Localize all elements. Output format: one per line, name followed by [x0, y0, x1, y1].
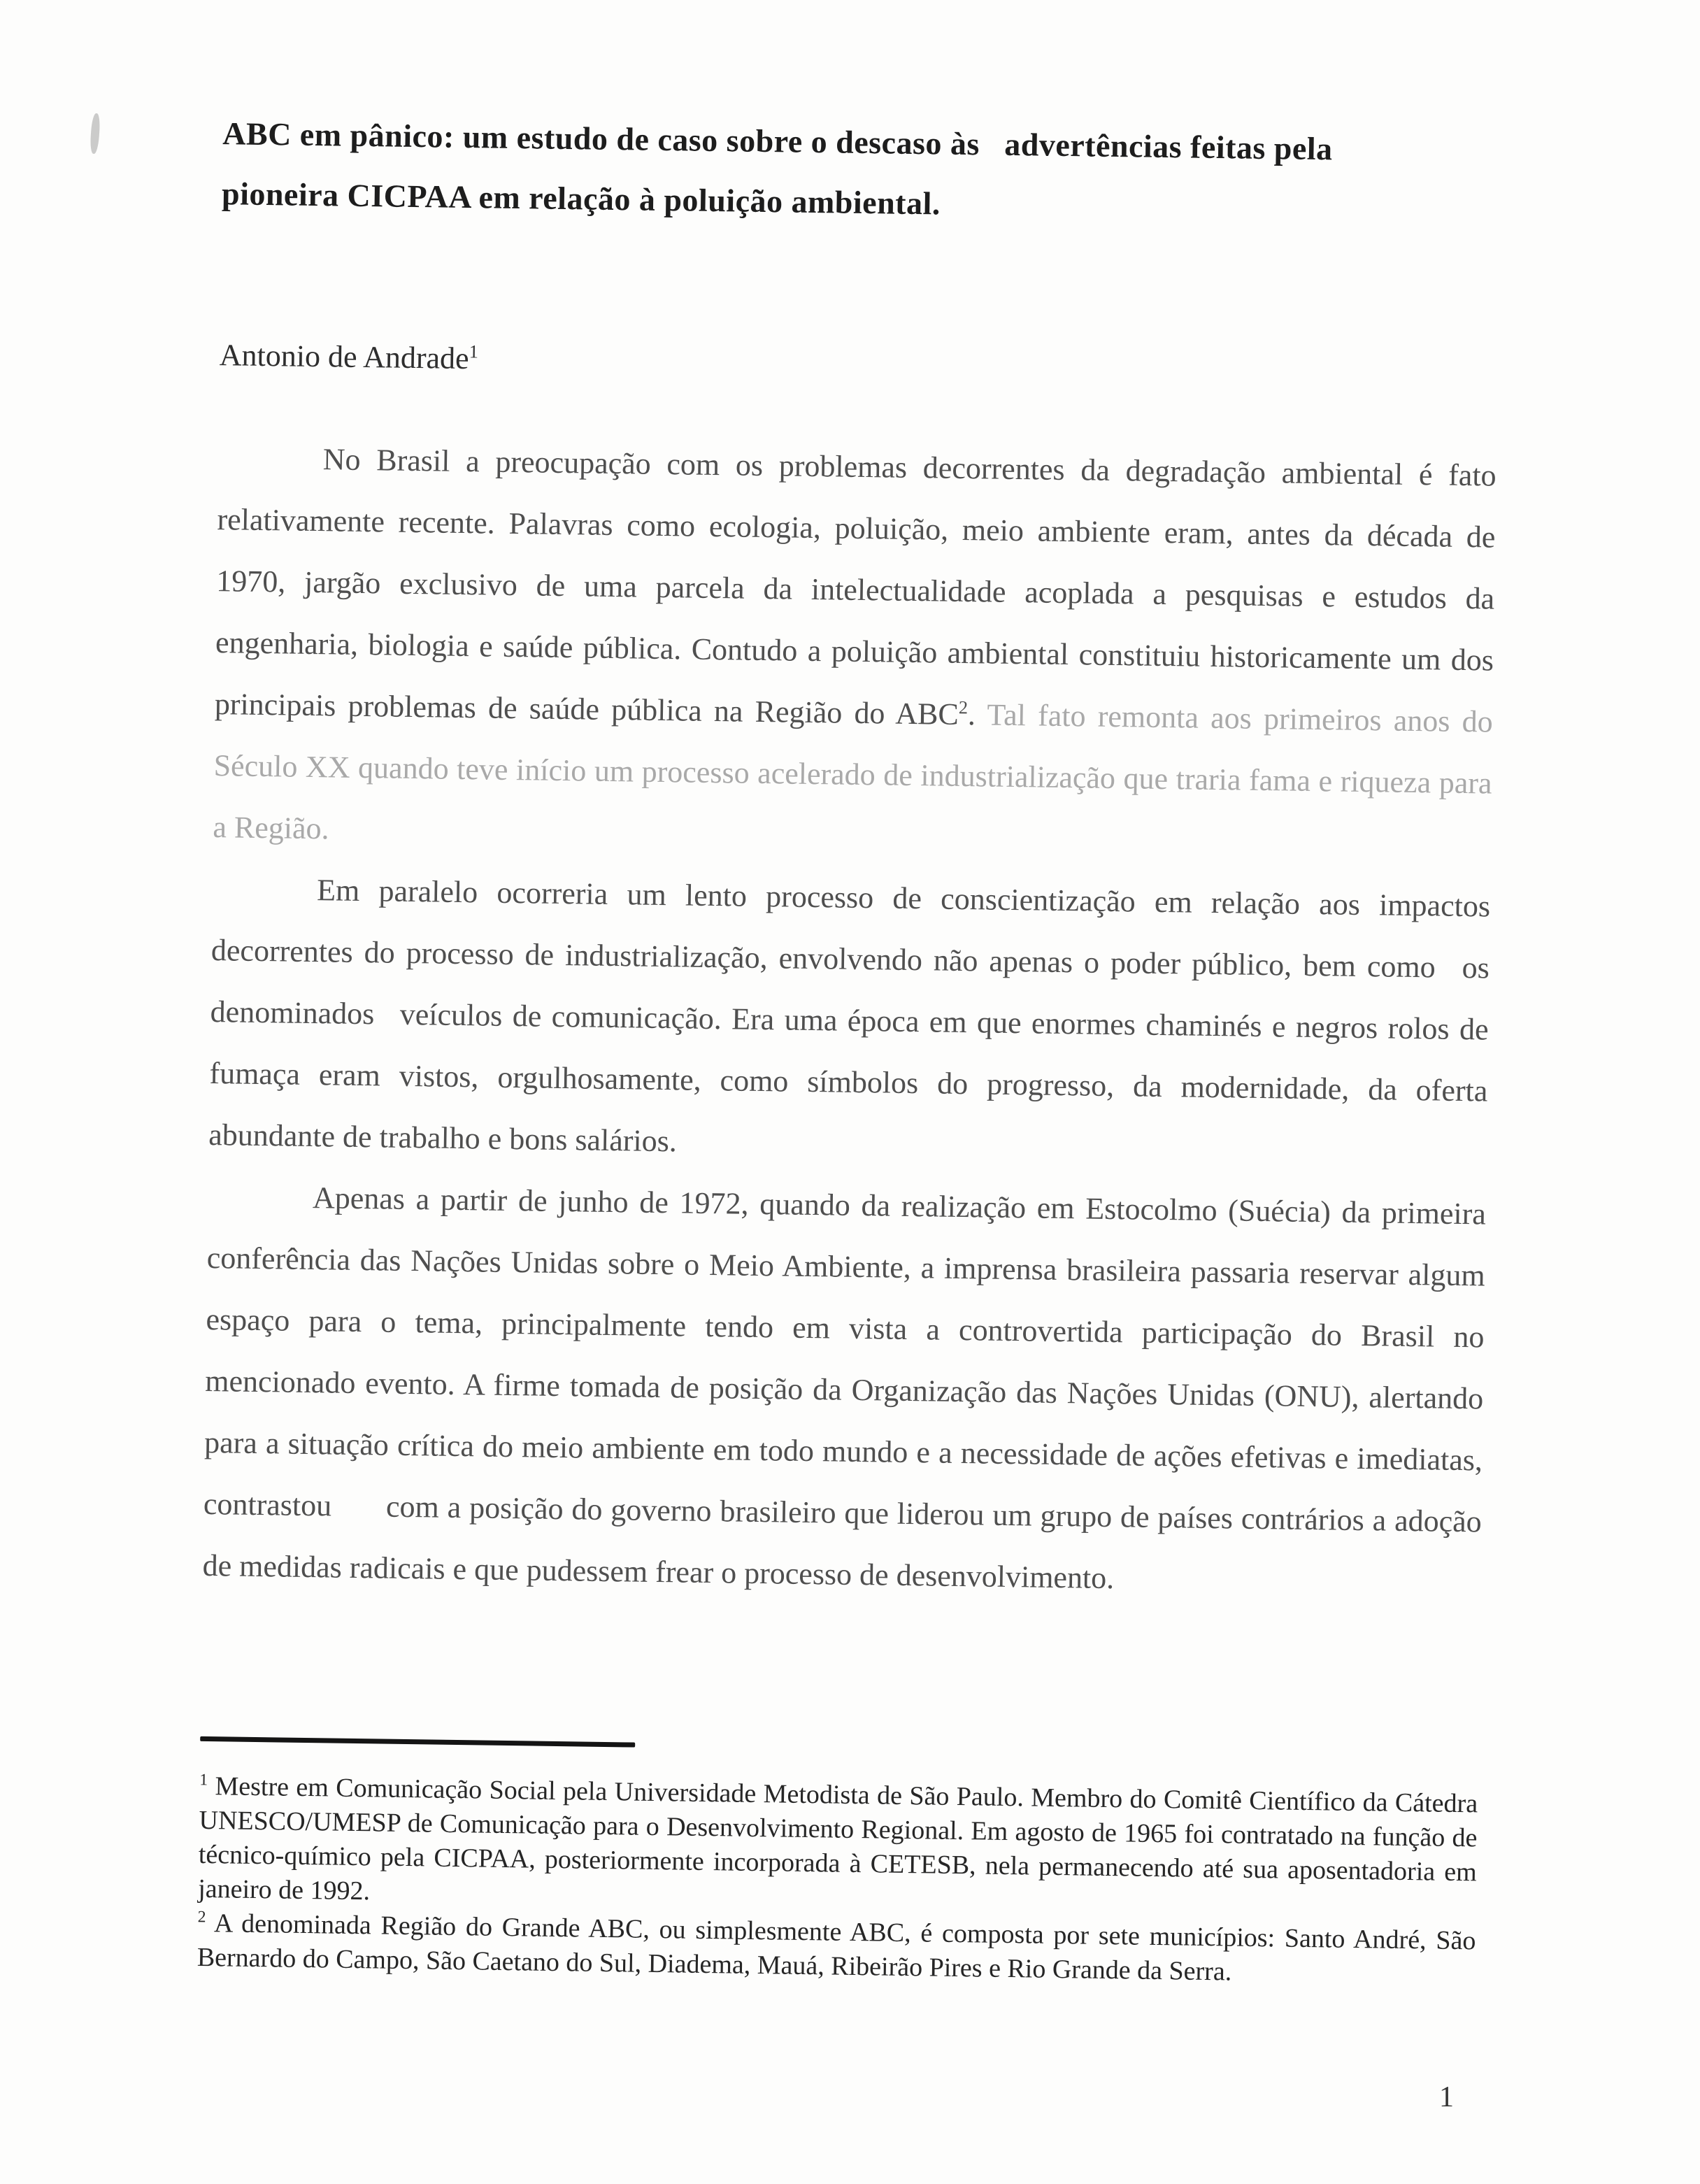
- page-number: 1: [1439, 2081, 1454, 2113]
- paragraph-2: Em paralelo ocorreria um lento processo de conscientização em relação aos impactos decorrentes do processo de industrialização, envolvendo não apenas o poder público, bem como os denominados veículos de comunicação. Era uma época em que enormes chaminés e negros rolos de fumaça eram vistos, orgulhosamente, como símbolos do progresso, da modernidade, da oferta abundante de trabalho e bons salários.: [208, 873, 1491, 1159]
- footnote-1: [198, 1769, 1478, 1925]
- paragraph-1-faded-text: Tal fato remonta aos primeiros anos do Século XX quando teve início um processo acelerado de industrialização que traria fama e riqueza para a Região.: [213, 697, 1494, 846]
- footnote-separator-rule: [200, 1736, 635, 1748]
- document-title-line1: ABC em pânico: um estudo de caso sobre o descaso às advertências feitas pela: [222, 115, 1334, 167]
- footnote-1-ref: 1: [199, 1771, 208, 1790]
- scan-smudge-artifact: [90, 113, 101, 155]
- author-line: [219, 336, 1498, 393]
- footnote-2-text: A denominada Região do Grande ABC, ou simplesmente ABC, é composta por sete municípios: Santo André, São Bernardo do Campo, São Caetano do Sul, Diadema, Mauá, Ribeirão Pires e Rio Grande da Serra.: [197, 1908, 1476, 1987]
- footnote-1-text: Mestre em Comunicação Social pela Universidade Metodista de São Paulo. Membro do Comitê Científico da Cátedra UNESCO/UMESP de Comunicação para o Desenvolvimento Regional. Em agosto de 1965 foi contratado na função de técnico-químico pela CICPAA, posteriormente incorporada à CETESB, nela permanecendo até sua aposentadoria em janeiro de 1992.: [197, 1771, 1478, 1906]
- paragraph-1-after-ref: .: [967, 697, 976, 732]
- author-name: Antonio de Andrade: [219, 338, 469, 376]
- paragraph-1-lead: No Brasil a preocupação com os problemas decorrentes da degradação ambiental é fato relativamente recente. Palavras como ecologia, poluição, meio ambiente eram, antes da década de 1970, jargão exclusivo de uma parcela da intelectualidade acoplada a pesquisas e estudos da engenharia, biologia e saúde pública. Contudo a poluição ambiental constituiu historicamente um dos principais problemas de saúde pública na Região do ABC: [214, 442, 1497, 731]
- document-title-line2: pioneira CICPAA em relação à poluição ambiental.: [221, 176, 941, 222]
- document-title: [221, 104, 1501, 242]
- author-footnote-ref: 1: [469, 341, 479, 362]
- paragraph-1-footnote-ref: 2: [958, 697, 969, 718]
- paragraph-1: [213, 427, 1497, 876]
- paragraph-3: Apenas a partir de junho de 1972, quando da realização em Estocolmo (Suécia) da primeira conferência das Nações Unidas sobre o Meio Ambiente, a imprensa brasileira passaria reservar algum espaço para o tema, principalmente tendo em vista a controvertida participação do Brasil no mencionado evento. A firme tomada de posição da Organização das Nações Unidas (ONU), alertando para a situação crítica do meio ambiente em todo mundo e a necessidade de ações efetivas e imediatas, contrastou com a posição do governo brasileiro que liderou um grupo de países contrários a adoção de medidas radicais e que pudessem frear o processo de desenvolvimento.: [202, 1180, 1487, 1596]
- footnote-2-ref: 2: [197, 1908, 206, 1927]
- document-content: [197, 0, 1503, 1992]
